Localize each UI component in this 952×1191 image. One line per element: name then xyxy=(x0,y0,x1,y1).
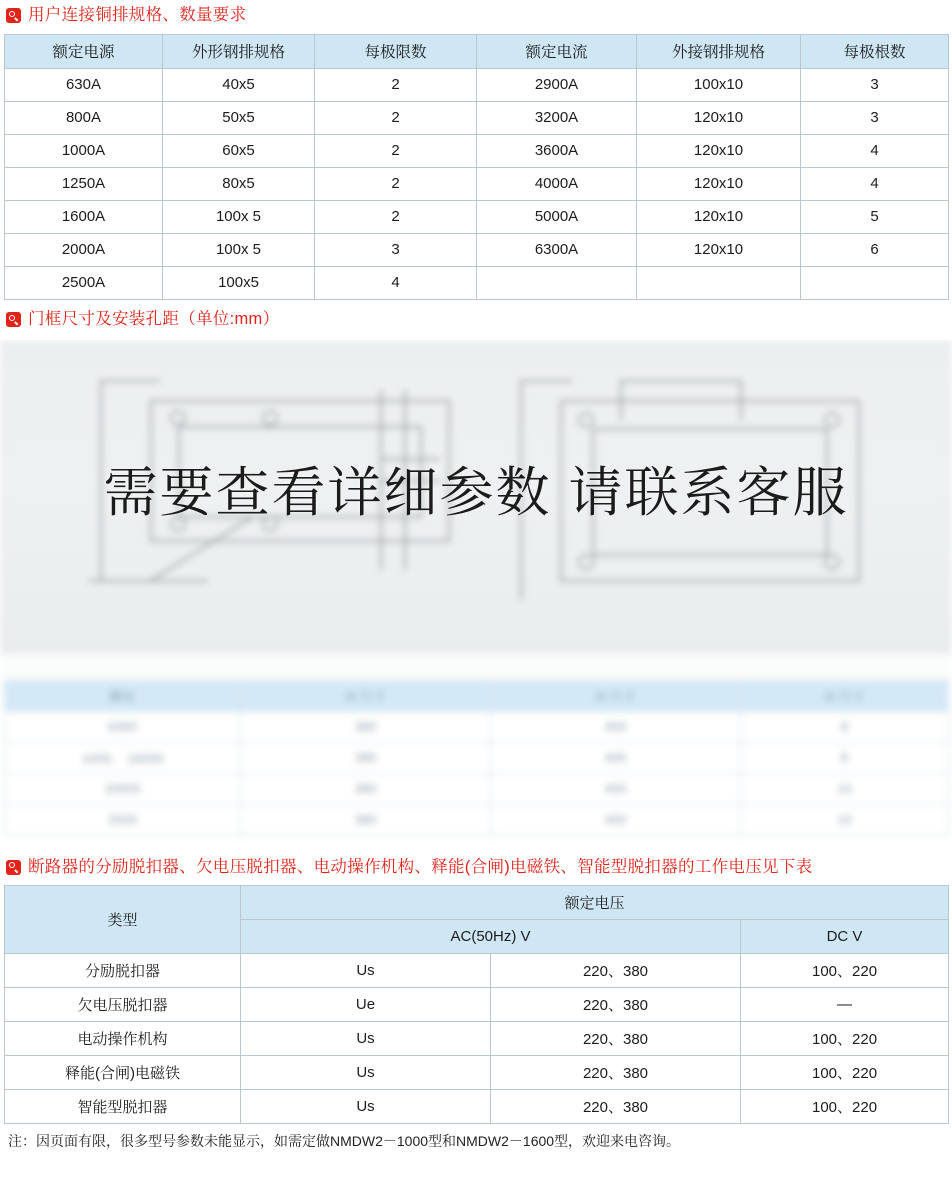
cell: Us xyxy=(241,1090,491,1124)
cell: 40x5 xyxy=(163,68,315,101)
cell: 6300A xyxy=(477,233,637,266)
cell: 220、380 xyxy=(491,1022,741,1056)
table-row xyxy=(5,200,949,233)
cell: 6 xyxy=(801,233,949,266)
cell: 智能型脱扣器 xyxy=(5,1090,241,1124)
table-header-row xyxy=(5,34,949,68)
cell: 20000 xyxy=(5,773,241,804)
cell: 120x10 xyxy=(637,134,801,167)
cell: 380 xyxy=(241,711,491,742)
door-frame-drawing-area xyxy=(0,340,952,852)
table-row xyxy=(5,266,949,299)
cell: 80x5 xyxy=(163,167,315,200)
column-header: 每极根数 xyxy=(801,34,949,68)
cell: 3 xyxy=(801,68,949,101)
cell: 4 xyxy=(801,134,949,167)
cell: 100x5 xyxy=(163,266,315,299)
table-header-row xyxy=(5,886,949,920)
column-header-rated-voltage: 额定电压 xyxy=(241,886,949,920)
cell: 10 xyxy=(741,804,949,835)
footer-note: 注：因页面有限，很多型号参数未能显示，如需定做NMDW2－1000型和NMDW2－1600型，欢迎来电咨询。 xyxy=(8,1133,681,1150)
cell-empty xyxy=(801,266,949,299)
search-icon xyxy=(6,8,21,23)
cell: 3600A xyxy=(477,134,637,167)
table-row xyxy=(5,134,949,167)
search-icon xyxy=(6,860,21,875)
cell: 5 xyxy=(801,200,949,233)
cell: 400 xyxy=(491,742,741,773)
cell: 2900A xyxy=(477,68,637,101)
table-row xyxy=(5,1022,949,1056)
cell: 100、220 xyxy=(741,1056,949,1090)
column-header: O 尺寸 xyxy=(741,680,949,711)
column-header: 额定电流 xyxy=(477,34,637,68)
cell: 400 xyxy=(491,804,741,835)
cell: Us xyxy=(241,1056,491,1090)
cell: 400 xyxy=(491,711,741,742)
cell: 220、380 xyxy=(491,1056,741,1090)
cell: 60x5 xyxy=(163,134,315,167)
cell: 2 xyxy=(315,134,477,167)
section-title: 门框尺寸及安装孔距（单位:mm） xyxy=(28,309,280,328)
cell: 2 xyxy=(315,200,477,233)
cell: 100、220 xyxy=(741,1090,949,1124)
cell: 120x10 xyxy=(637,167,801,200)
cell: 10 xyxy=(741,773,949,804)
cell: 4 xyxy=(801,167,949,200)
cell: 380 xyxy=(241,804,491,835)
cell: 释能(合闸)电磁铁 xyxy=(5,1056,241,1090)
cell: 380 xyxy=(241,742,491,773)
column-header: 额定电源 xyxy=(5,34,163,68)
cell-empty xyxy=(477,266,637,299)
cell: 120x10 xyxy=(637,200,801,233)
table-row xyxy=(5,68,949,101)
cell: 8 xyxy=(741,711,949,742)
table-row xyxy=(5,1056,949,1090)
cell: 3 xyxy=(801,101,949,134)
cell: 4 xyxy=(315,266,477,299)
section-heading-door-frame xyxy=(0,300,952,336)
cell: Ue xyxy=(241,988,491,1022)
cell: 分励脱扣器 xyxy=(5,954,241,988)
column-header: 每极限数 xyxy=(315,34,477,68)
cell: 220、380 xyxy=(491,954,741,988)
column-header-type: 类型 xyxy=(5,886,241,954)
search-icon xyxy=(6,312,21,327)
cell: 4000A xyxy=(477,167,637,200)
cell: 5000A xyxy=(477,200,637,233)
cell: 100x10 xyxy=(637,68,801,101)
cell: 380 xyxy=(241,773,491,804)
table-row xyxy=(5,101,949,134)
cell: 电动操作机构 xyxy=(5,1022,241,1056)
cell: 100x 5 xyxy=(163,233,315,266)
table-row xyxy=(5,1090,949,1124)
cell: 100、220 xyxy=(741,1022,949,1056)
copper-bar-spec-table xyxy=(4,34,949,300)
cell: 120x10 xyxy=(637,233,801,266)
table-row xyxy=(5,954,949,988)
column-header: 外接钢排规格 xyxy=(637,34,801,68)
cell: 50x5 xyxy=(163,101,315,134)
cell: 8 xyxy=(741,742,949,773)
cell: 2500A xyxy=(5,266,163,299)
cell: 1000、 16000 xyxy=(5,742,241,773)
cell-empty xyxy=(637,266,801,299)
cell: 2 xyxy=(315,68,477,101)
table-row xyxy=(5,988,949,1022)
cell: 6300 xyxy=(5,711,241,742)
column-header: O 尺寸 xyxy=(491,680,741,711)
cell: 400 xyxy=(491,773,741,804)
contact-service-watermark: 需要查看详细参数 请联系客服 xyxy=(103,462,849,523)
working-voltage-table xyxy=(4,885,949,1124)
column-header: 额定 xyxy=(5,680,241,711)
cell: 欠电压脱扣器 xyxy=(5,988,241,1022)
cell: 100x 5 xyxy=(163,200,315,233)
cell: 800A xyxy=(5,101,163,134)
cell: Us xyxy=(241,1022,491,1056)
cell: Us xyxy=(241,954,491,988)
cell: 1000A xyxy=(5,134,163,167)
cell: 1600A xyxy=(5,200,163,233)
column-header-ac: AC(50Hz) V xyxy=(241,920,741,954)
section-heading-voltage xyxy=(0,852,952,884)
section-heading-copper-bar xyxy=(0,0,952,32)
column-header-dc: DC V xyxy=(741,920,949,954)
cell: 630A xyxy=(5,68,163,101)
cell: 3200A xyxy=(477,101,637,134)
section-title: 断路器的分励脱扣器、欠电压脱扣器、电动操作机构、释能(合闸)电磁铁、智能型脱扣器的工作电压见下表 xyxy=(28,857,813,876)
cell: 220、380 xyxy=(491,1090,741,1124)
cell: 3 xyxy=(315,233,477,266)
column-header: O 尺寸 xyxy=(241,680,491,711)
cell: 120x10 xyxy=(637,101,801,134)
cell: 1250A xyxy=(5,167,163,200)
table-row xyxy=(5,167,949,200)
cell: 2 xyxy=(315,167,477,200)
cell: — xyxy=(741,988,949,1022)
cell: 2500 xyxy=(5,804,241,835)
section-title: 用户连接铜排规格、数量要求 xyxy=(28,6,247,24)
column-header: 外形钢排规格 xyxy=(163,34,315,68)
cell: 220、380 xyxy=(491,988,741,1022)
cell: 100、220 xyxy=(741,954,949,988)
cell: 2 xyxy=(315,101,477,134)
cell: 2000A xyxy=(5,233,163,266)
table-row xyxy=(5,233,949,266)
